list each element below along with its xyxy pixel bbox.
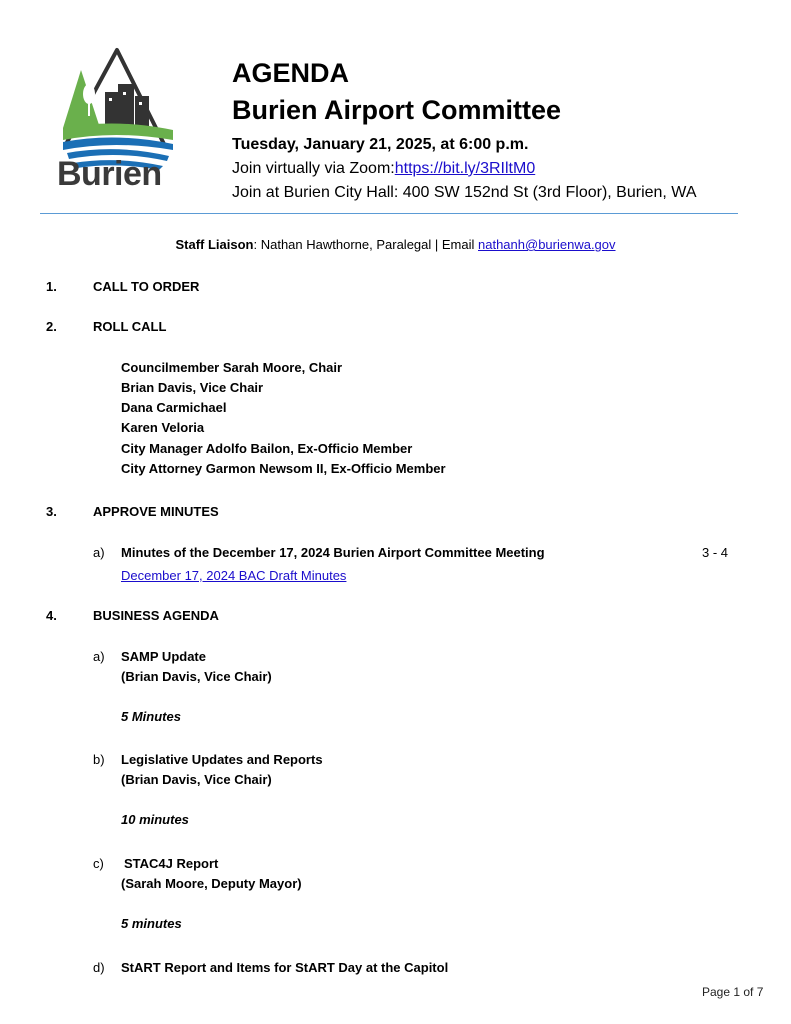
roll-call-member: Brian Davis, Vice Chair <box>121 380 264 395</box>
item-letter: b) <box>93 752 105 767</box>
liaison-text: : Nathan Hawthorne, Paralegal | Email <box>253 237 478 252</box>
header-divider <box>40 213 738 214</box>
section-business-agenda: BUSINESS AGENDA <box>93 608 219 623</box>
liaison-label: Staff Liaison <box>175 237 254 252</box>
item-start-report: StART Report and Items for StART Day at the Capitol <box>121 960 449 975</box>
roll-call-member: Councilmember Sarah Moore, Chair <box>121 360 343 375</box>
section-approve-minutes: APPROVE MINUTES <box>93 504 219 519</box>
roll-call-member: Dana Carmichael <box>121 400 227 415</box>
item-letter: c) <box>93 856 104 871</box>
zoom-line <box>232 160 535 178</box>
section-number: 4. <box>46 608 57 623</box>
section-call-to-order: CALL TO ORDER <box>93 279 200 294</box>
city-hall-location: Join at Burien City Hall: 400 SW 152nd St (3rd Floor), Burien, WA <box>232 184 697 201</box>
item-samp-update: SAMP Update <box>121 649 206 664</box>
item-duration: 5 Minutes <box>121 709 181 724</box>
section-number: 3. <box>46 504 57 519</box>
meeting-date: Tuesday, January 21, 2025, at 6:00 p.m. <box>232 136 529 153</box>
item-presenter: (Brian Davis, Vice Chair) <box>121 772 272 787</box>
item-letter: d) <box>93 960 105 975</box>
logo-wordmark: Burien <box>57 155 162 193</box>
item-duration: 10 minutes <box>121 812 189 827</box>
zoom-label: Join virtually via Zoom: <box>232 160 395 177</box>
item-letter: a) <box>93 649 105 664</box>
item-duration: 5 minutes <box>121 916 182 931</box>
item-presenter: (Brian Davis, Vice Chair) <box>121 669 272 684</box>
item-legislative-updates: Legislative Updates and Reports <box>121 752 323 767</box>
minutes-page-range: 3 - 4 <box>702 545 729 560</box>
liaison-email-link[interactable]: nathanh@burienwa.gov <box>478 237 616 252</box>
section-roll-call: ROLL CALL <box>93 319 167 334</box>
item-presenter: (Sarah Moore, Deputy Mayor) <box>121 876 302 891</box>
committee-title: Burien Airport Committee <box>232 95 562 125</box>
item-stac4j-report: STAC4J Report <box>124 856 219 871</box>
section-number: 2. <box>46 319 57 334</box>
roll-call-member: City Attorney Garmon Newsom II, Ex-Officio Member <box>121 461 446 476</box>
staff-liaison <box>0 237 791 252</box>
minutes-item-title: Minutes of the December 17, 2024 Burien Airport Committee Meeting <box>121 545 545 560</box>
roll-call-member: City Manager Adolfo Bailon, Ex-Officio Member <box>121 441 413 456</box>
item-letter: a) <box>93 545 105 560</box>
draft-minutes-link[interactable]: December 17, 2024 BAC Draft Minutes <box>121 568 347 583</box>
agenda-title: AGENDA <box>232 58 350 88</box>
section-number: 1. <box>46 279 57 294</box>
page-number: Page 1 of 7 <box>702 985 764 999</box>
zoom-link[interactable]: https://bit.ly/3RIltM0 <box>394 160 536 177</box>
roll-call-member: Karen Veloria <box>121 420 205 435</box>
